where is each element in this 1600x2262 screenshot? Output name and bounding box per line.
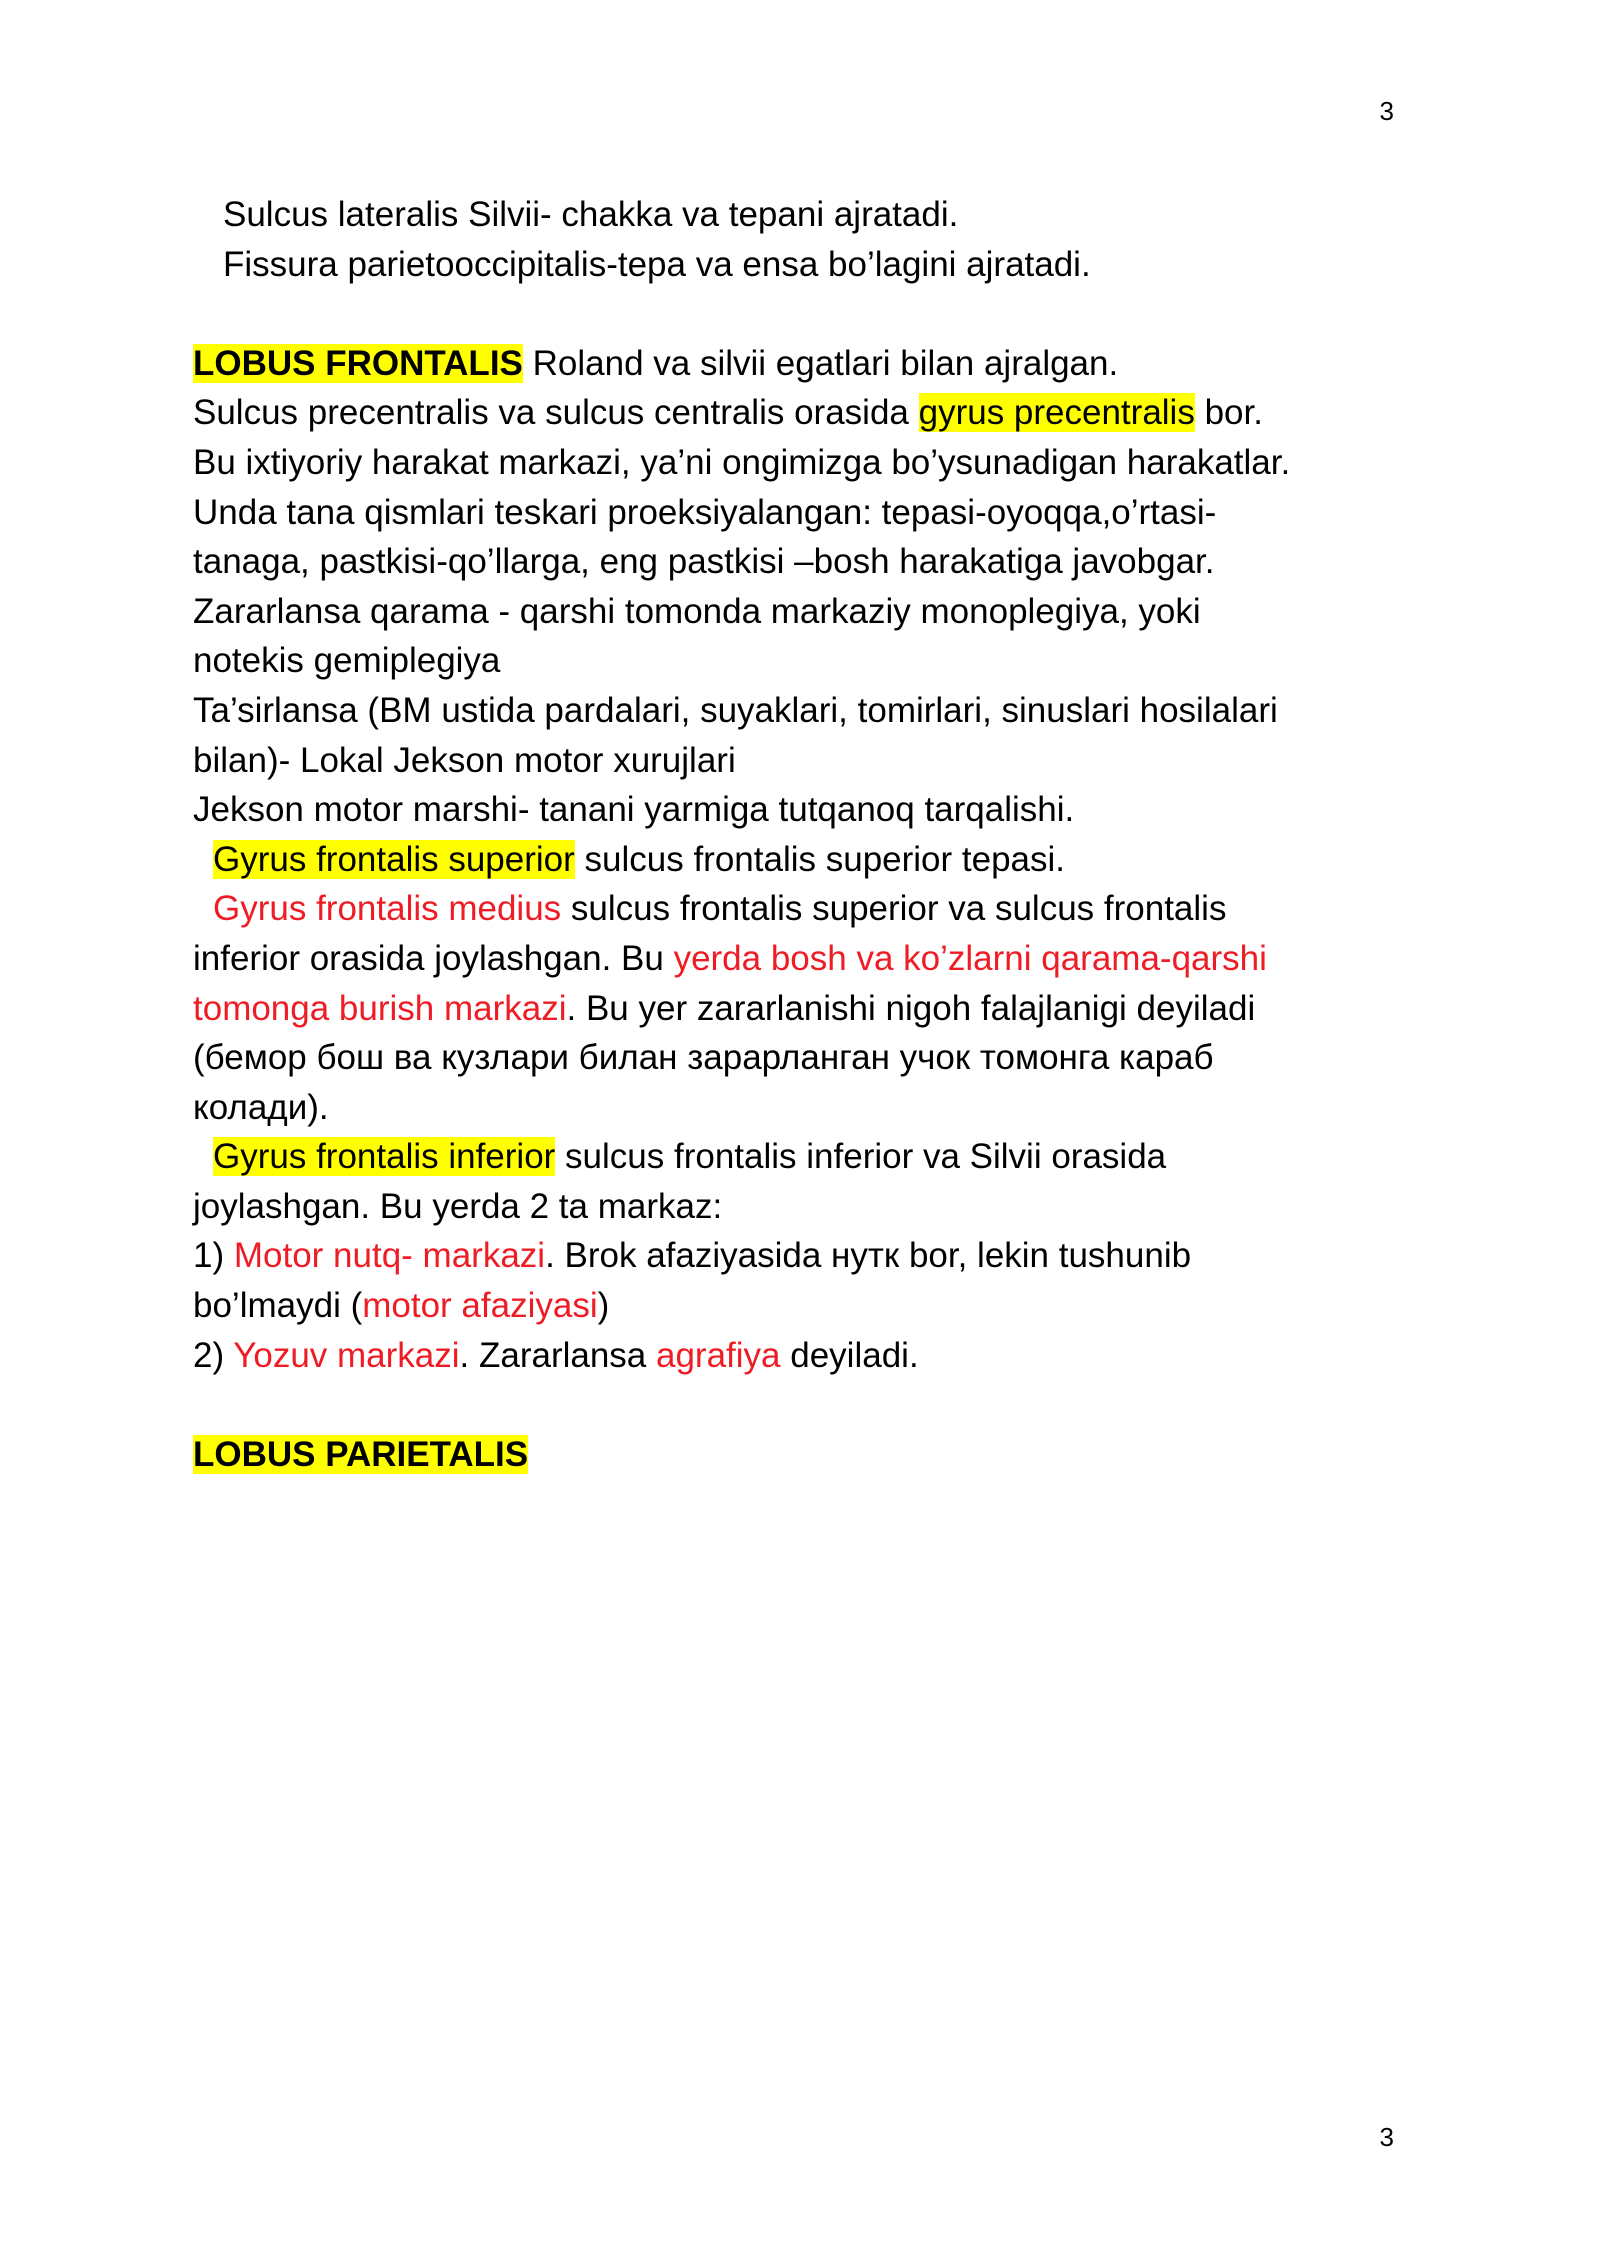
red-text: tomonga burish markazi: [193, 988, 567, 1028]
list-item-2: 2) Yozuv markazi. Zararlansa agrafiya deyiladi.: [193, 1335, 919, 1375]
gyrus-medius-line-5: колади).: [193, 1087, 329, 1127]
gyrus-medius-line-3: tomonga burish markazi. Bu yer zararlanishi nigoh falajlanigi deyiladi: [193, 988, 1256, 1028]
gyrus-inferior-line-2: joylashgan. Bu yerda 2 ta markaz:: [193, 1186, 723, 1226]
page-number-top: 3: [1379, 96, 1394, 126]
gyrus-superior-line: Gyrus frontalis superior sulcus frontalis superior tepasi.: [213, 839, 1066, 879]
red-text: yerda bosh va ko’zlarni qarama-qarshi: [673, 938, 1267, 978]
gyrus-medius-line-4: (бемор бош ва кузлари билан зарарланган учок томонга караб: [193, 1038, 1214, 1078]
intro-line-1: Sulcus lateralis Silvii- chakka va tepani ajratadi.: [223, 195, 959, 234]
gyrus-inferior-line-1: Gyrus frontalis inferior sulcus frontalis inferior va Silvii orasida: [213, 1137, 1167, 1177]
gyrus-medius-line-2: inferior orasida joylashgan. Bu yerda bosh va ko’zlarni qarama-qarshi: [193, 938, 1267, 978]
frontalis-line-10: Jekson motor marshi- tanani yarmiga tutqanoq tarqalishi.: [193, 790, 1075, 830]
intro-line-2: Fissura parietooccipitalis-tepa va ensa bo’lagini ajratadi.: [223, 244, 1091, 284]
frontalis-line-2: Sulcus precentralis va sulcus centralis orasida gyrus precentralis bor.: [193, 393, 1263, 433]
red-text: motor afaziyasi: [362, 1286, 598, 1326]
frontalis-line-7: notekis gemiplegiya: [193, 641, 501, 681]
list-item-1-line-1: 1) Motor nutq- markazi. Brok afaziyasida нутк bor, lekin tushunib: [193, 1236, 1192, 1276]
red-text: agrafiya: [656, 1335, 781, 1375]
section-heading-frontalis: LOBUS FRONTALIS: [193, 343, 523, 383]
frontalis-line-5: tanaga, pastkisi-qo’llarga, eng pastkisi –bosh harakatiga javobgar.: [193, 542, 1215, 582]
spacer: [193, 289, 1413, 339]
red-text: Yozuv markazi: [233, 1335, 460, 1375]
red-text: Motor nutq- markazi: [233, 1236, 546, 1276]
page-number-bottom: 3: [1379, 2122, 1394, 2152]
list-item-1-line-2: bo’lmaydi (motor afaziyasi): [193, 1286, 610, 1326]
highlight-gyrus-precentralis: gyrus precentralis: [918, 393, 1195, 433]
section-heading-parietalis: LOBUS PARIETALIS: [193, 1434, 529, 1474]
frontalis-line-6: Zararlansa qarama - qarshi tomonda markaziy monoplegiya, yoki: [193, 591, 1201, 631]
frontalis-heading-line: LOBUS FRONTALIS Roland va silvii egatlari bilan ajralgan.: [193, 343, 1119, 383]
frontalis-line-3: Bu ixtiyoriy harakat markazi, ya’ni ongimizga bo’ysunadigan harakatlar.: [193, 442, 1291, 482]
gyrus-medius-line-1: Gyrus frontalis medius sulcus frontalis superior va sulcus frontalis: [213, 889, 1227, 929]
red-gyrus-frontalis-medius: Gyrus frontalis medius: [213, 889, 562, 929]
document-body: [193, 190, 1413, 1479]
parietalis-heading-line: [193, 1430, 1413, 1480]
highlight-gyrus-frontalis-inferior: Gyrus frontalis inferior: [213, 1137, 556, 1177]
frontalis-line-4: Unda tana qismlari teskari proeksiyalangan: tepasi-oyoqqa,o’rtasi-: [193, 492, 1217, 532]
frontalis-line-9: bilan)- Lokal Jekson motor xurujlari: [193, 740, 736, 780]
spacer: [193, 1380, 1413, 1430]
frontalis-line-8: Ta’sirlansa (BM ustida pardalari, suyaklari, tomirlari, sinuslari hosilalari: [193, 690, 1278, 730]
highlight-gyrus-frontalis-superior: Gyrus frontalis superior: [213, 839, 575, 879]
